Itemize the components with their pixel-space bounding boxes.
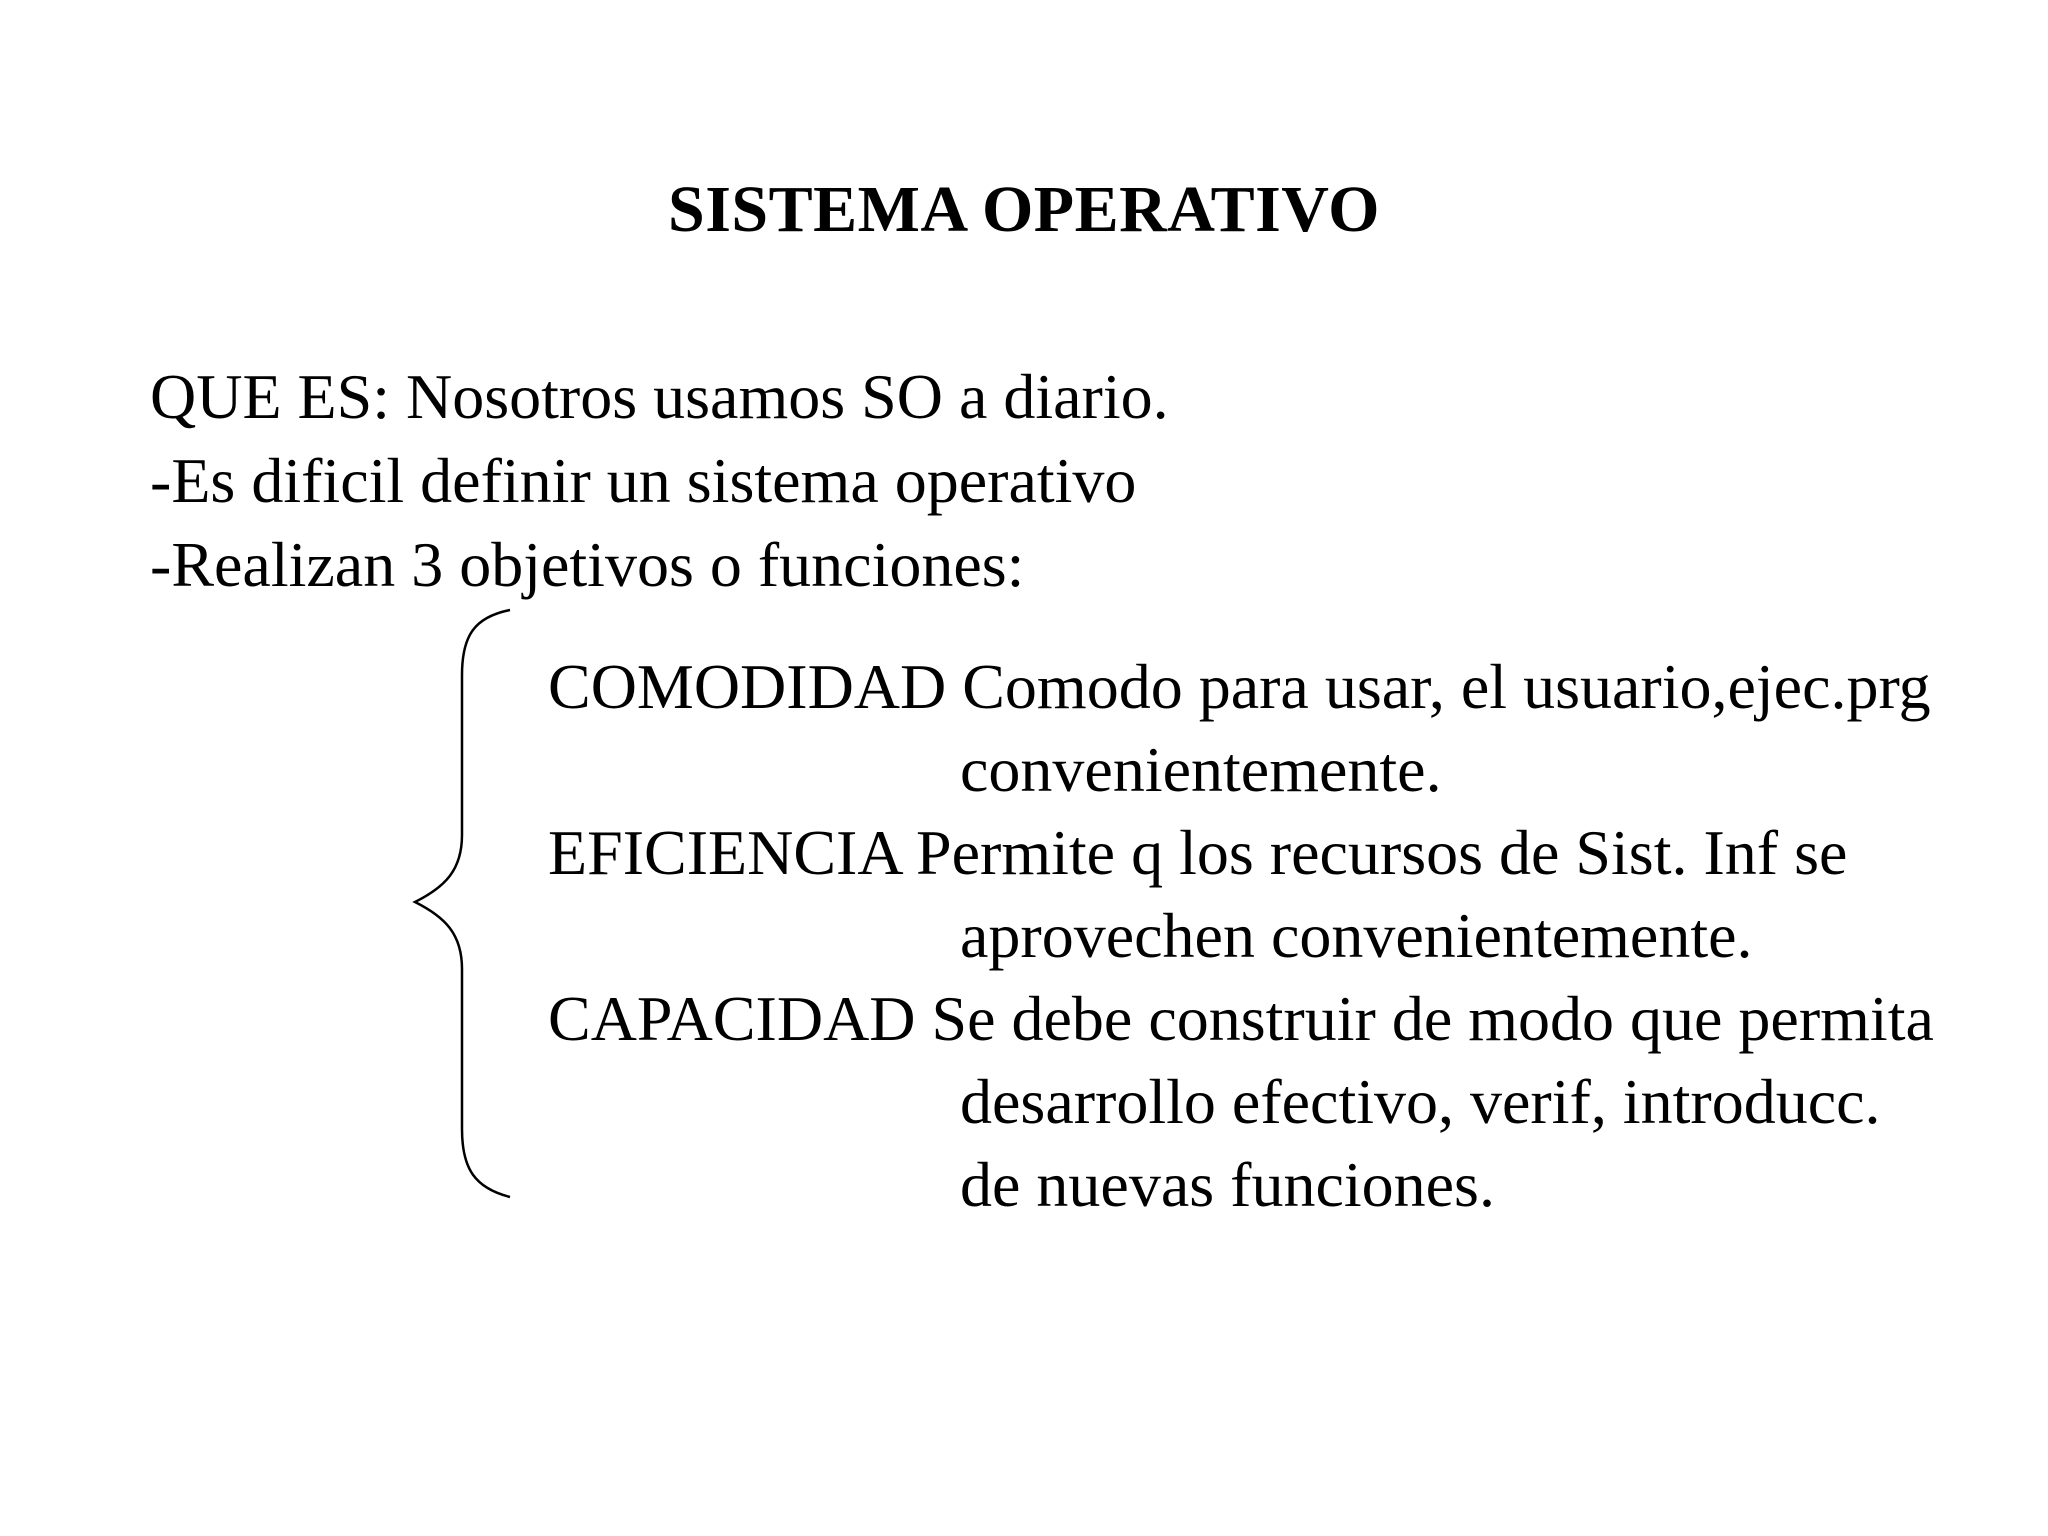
intro-line-3: -Realizan 3 objetivos o funciones: [150,529,1025,600]
objective-capacidad-line-2: desarrollo efectivo, verif, introducc. [960,1066,1881,1137]
objective-eficiencia-line-2: aprovechen convenientemente. [960,900,1753,971]
objective-eficiencia-line-1 [548,811,1934,894]
objectives-list [548,645,1934,1226]
objective-description: Comodo para usar, el usuario,ejec.prg [962,651,1931,722]
objective-comodidad-line-1 [548,645,1934,728]
slide-title: SISTEMA OPERATIVO [668,173,1380,246]
objective-description: Permite q los recursos de Sist. Inf se [916,817,1848,888]
intro-line-2: -Es dificil definir un sistema operativo [150,445,1137,516]
intro-line-1: QUE ES: Nosotros usamos SO a diario. [150,361,1169,432]
objective-capacidad-line-3: de nuevas funciones. [960,1149,1495,1220]
objective-capacidad-line-1 [548,977,1934,1060]
intro-text [150,355,1169,607]
curly-brace-icon [400,605,520,1205]
objective-term: EFICIENCIA [548,817,900,888]
objective-term: COMODIDAD [548,651,947,722]
objective-comodidad-line-2: convenientemente. [960,734,1442,805]
objective-term: CAPACIDAD [548,983,916,1054]
objective-description: Se debe construir de modo que permita [931,983,1934,1054]
